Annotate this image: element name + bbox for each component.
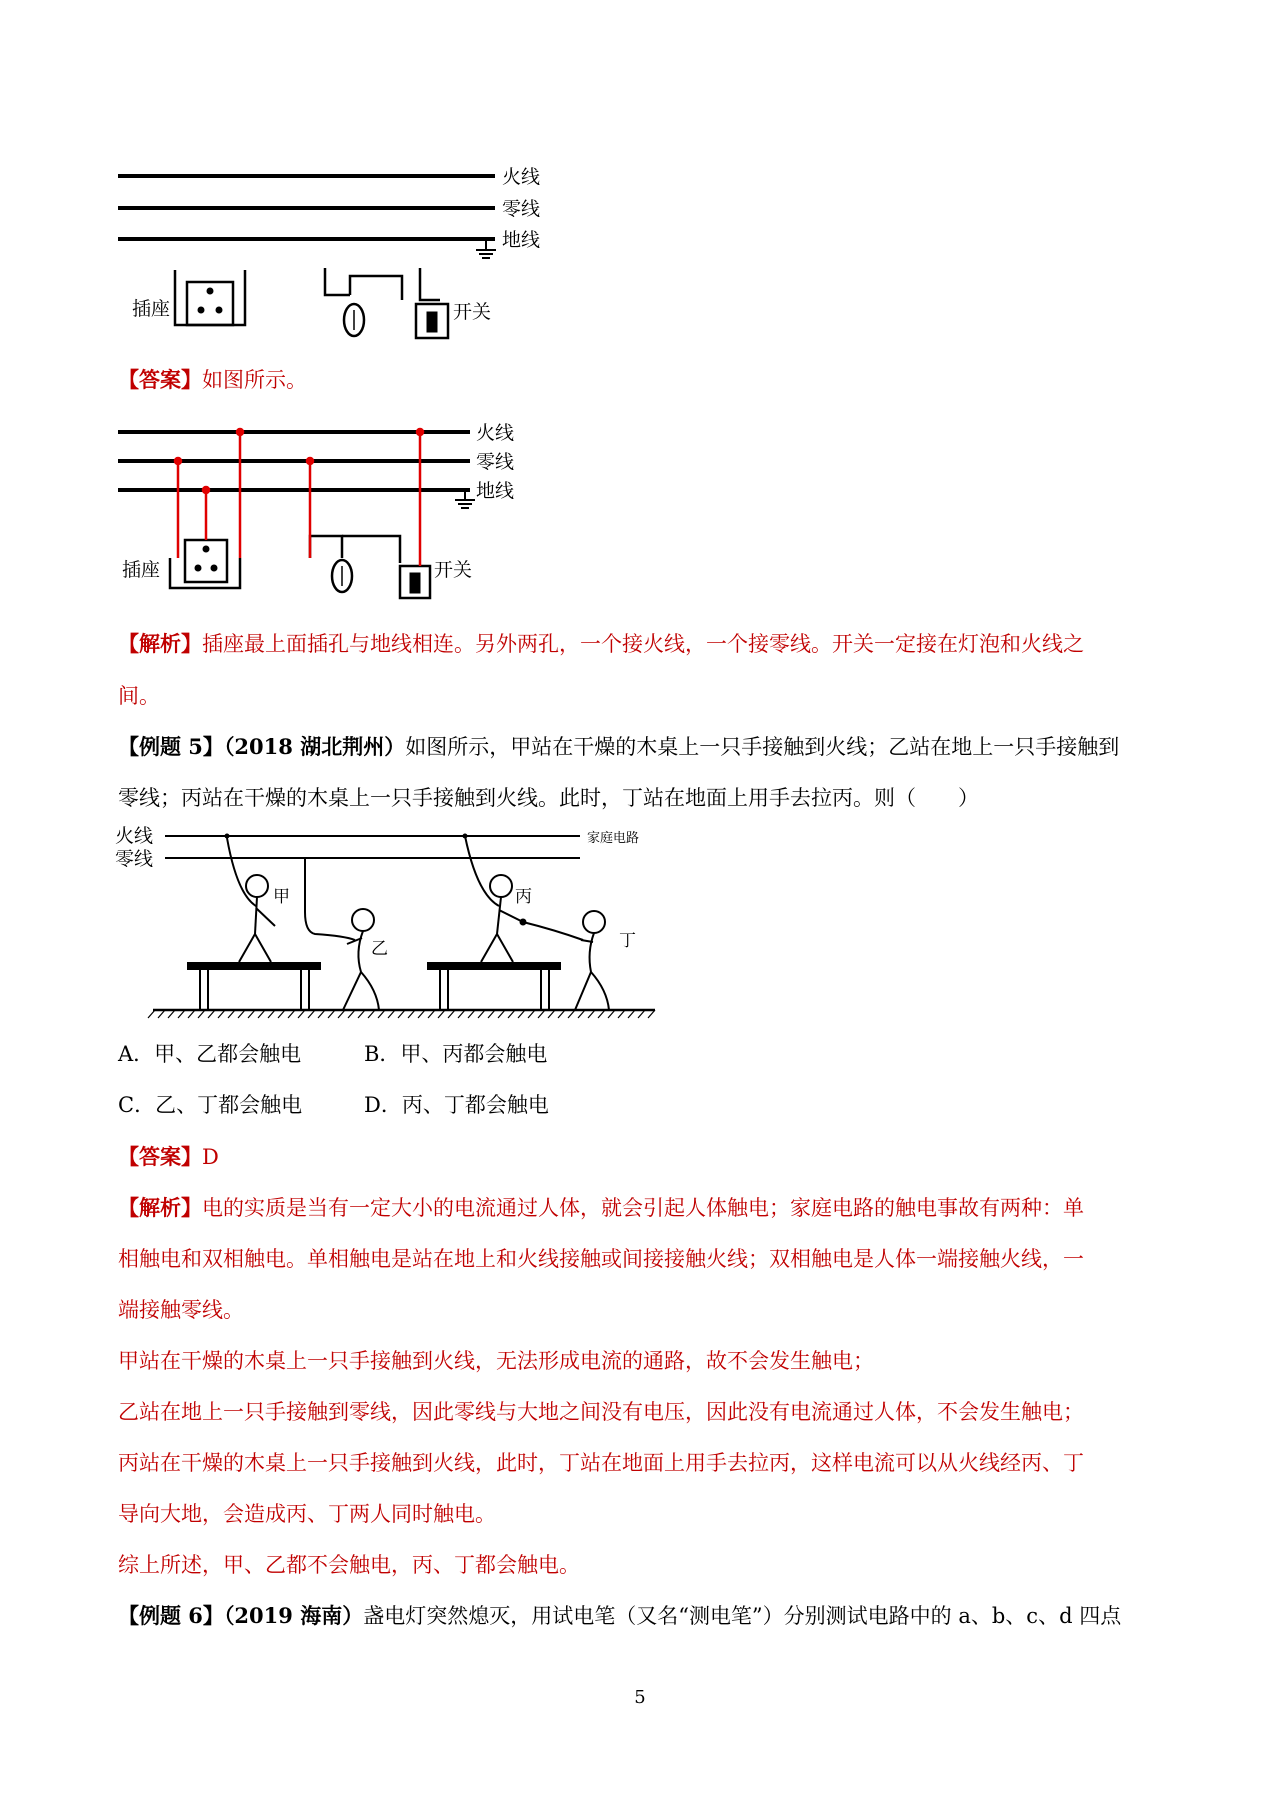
zero-line-label: 零线 bbox=[502, 198, 541, 220]
ground-line-label: 地线 bbox=[476, 480, 515, 502]
analysis-tag: 【解析】 bbox=[118, 631, 202, 656]
example-tag: 【例题 5】 bbox=[118, 734, 224, 759]
zero-line-label: 零线 bbox=[476, 451, 515, 473]
wiring-diagram-blank bbox=[110, 150, 560, 350]
option-a: A．甲、乙都会触电 bbox=[118, 1042, 302, 1066]
analysis-tag: 【解析】 bbox=[118, 1195, 202, 1220]
analysis-1-line1: 【解析】插座最上面插孔与地线相连。另外两孔，一个接火线，一个接零线。开关一定接在灯泡和火线之 bbox=[118, 631, 1084, 656]
answer-tag: 【答案】 bbox=[118, 1144, 202, 1169]
fire-line-label: 火线 bbox=[502, 166, 541, 188]
electric-shock-diagram bbox=[115, 822, 660, 1022]
zero-line-label: 零线 bbox=[115, 848, 154, 870]
switch-label: 开关 bbox=[434, 559, 473, 581]
option-d: D．丙、丁都会触电 bbox=[364, 1093, 549, 1117]
answer-1 bbox=[118, 366, 307, 394]
ground-line-label: 地线 bbox=[502, 229, 541, 251]
analysis-5-line7: 导向大地，会造成丙、丁两人同时触电。 bbox=[118, 1502, 496, 1526]
analysis-1-line2: 间。 bbox=[118, 684, 160, 708]
red-connection-wires bbox=[175, 429, 423, 566]
switch-label: 开关 bbox=[453, 301, 492, 323]
person-c-label: 丙 bbox=[515, 887, 532, 907]
fire-line-label: 火线 bbox=[476, 422, 515, 444]
analysis-5-line2: 相触电和双相触电。单相触电是站在地上和火线接触或间接接触火线；双相触电是人体一端接触火线，一 bbox=[118, 1247, 1084, 1271]
answer-text: D bbox=[202, 1145, 219, 1169]
example-6-line1: 【例题 6】（2019 海南）盏电灯突然熄灭，用试电笔（又名“测电笔”）分别测试电路中的 a、b、c、d 四点 bbox=[118, 1603, 1122, 1628]
analysis-5-line8: 综上所述，甲、乙都不会触电，丙、丁都会触电。 bbox=[118, 1553, 580, 1577]
circuit-label: 家庭电路 bbox=[587, 831, 640, 846]
socket-label: 插座 bbox=[132, 298, 171, 320]
example-source: （2019 海南） bbox=[223, 1603, 364, 1628]
example-source: （2018 湖北荆州） bbox=[223, 734, 406, 759]
analysis-5-line1: 【解析】电的实质是当有一定大小的电流通过人体，就会引起人体触电；家庭电路的触电事故有两种：单 bbox=[118, 1195, 1084, 1220]
page-number: 5 bbox=[634, 1687, 646, 1708]
person-a-label: 甲 bbox=[273, 887, 290, 907]
analysis-5-line5: 乙站在地上一只手接触到零线，因此零线与大地之间没有电压，因此没有电流通过人体，不会发生触电； bbox=[118, 1400, 1084, 1424]
person-b-label: 乙 bbox=[371, 939, 388, 959]
answer-tag: 【答案】 bbox=[118, 367, 202, 392]
person-d-label: 丁 bbox=[619, 931, 636, 951]
example-5-line2: 零线；丙站在干燥的木桌上一只手接触到火线。此时，丁站在地面上用手去拉丙。则（ ） bbox=[118, 786, 979, 810]
analysis-5-line6: 丙站在干燥的木桌上一只手接触到火线，此时，丁站在地面上用手去拉丙，这样电流可以从火线经丙、丁 bbox=[118, 1451, 1084, 1475]
option-c: C．乙、丁都会触电 bbox=[118, 1093, 303, 1117]
fire-line-label: 火线 bbox=[115, 825, 154, 847]
wiring-diagram-answer bbox=[110, 418, 560, 618]
answer-text: 如图所示。 bbox=[202, 368, 307, 392]
analysis-5-line4: 甲站在干燥的木桌上一只手接触到火线，无法形成电流的通路，故不会发生触电； bbox=[118, 1349, 874, 1373]
example-tag: 【例题 6】 bbox=[118, 1603, 224, 1628]
answer-5 bbox=[118, 1143, 219, 1171]
analysis-5-line3: 端接触零线。 bbox=[118, 1298, 244, 1322]
socket-label: 插座 bbox=[122, 559, 161, 581]
option-b: B．甲、丙都会触电 bbox=[364, 1042, 548, 1066]
example-5-line1: 【例题 5】（2018 湖北荆州）如图所示，甲站在干燥的木桌上一只手接触到火线；乙站在地上一只手接触到 bbox=[118, 734, 1120, 759]
